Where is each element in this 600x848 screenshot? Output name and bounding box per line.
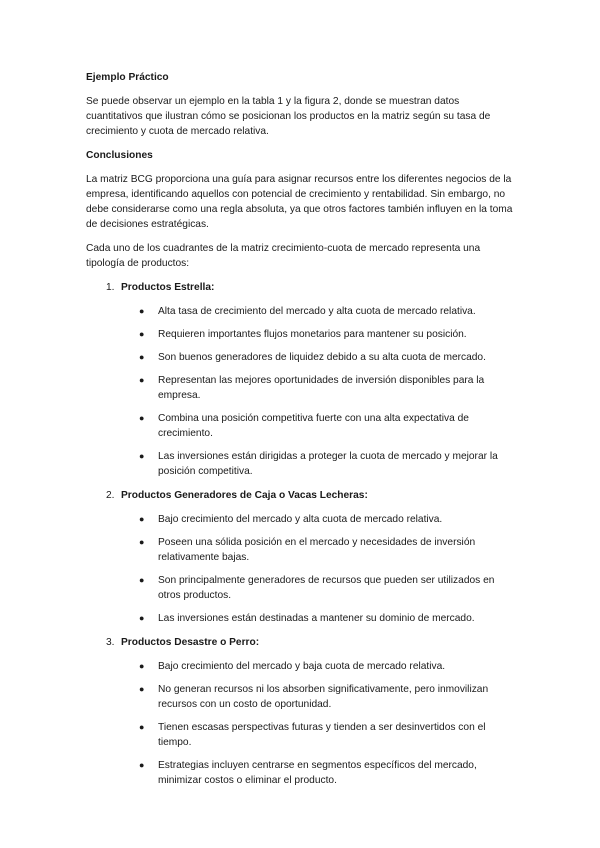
bullet-icon: ● bbox=[139, 514, 145, 524]
bullet-icon: ● bbox=[139, 722, 145, 732]
ejemplo-paragraph: Se puede observar un ejemplo en la tabla 1 y la figura 2, donde se muestran datos cuantitativos que ilustran cómo se posicionan los productos en la matriz según su tasa de crecimiento y cuota de mercado relativa. bbox=[86, 96, 491, 137]
category-title: Productos Desastre o Perro: bbox=[121, 637, 260, 648]
bullet-text: Son principalmente generadores de recursos que pueden ser utilizados en otros productos. bbox=[158, 575, 495, 601]
bullet-text: Las inversiones están destinadas a mantener su dominio de mercado. bbox=[158, 613, 475, 624]
bullet-text: Representan las mejores oportunidades de inversión disponibles para la empresa. bbox=[158, 375, 485, 401]
cuadrantes-intro-paragraph: Cada uno de los cuadrantes de la matriz crecimiento-cuota de mercado representa una tipología de productos: bbox=[86, 243, 481, 269]
bullet-icon: ● bbox=[139, 760, 145, 770]
bullet-icon: ● bbox=[139, 537, 145, 547]
bullet-icon: ● bbox=[139, 306, 145, 316]
product-category-list bbox=[86, 280, 518, 788]
bullet-text: Poseen una sólida posición en el mercado y necesidades de inversión relativamente bajas. bbox=[158, 537, 476, 563]
conclusiones-paragraph: La matriz BCG proporciona una guía para asignar recursos entre los diferentes negocios de la empresa, identificando aquellos con potencial de crecimiento y rentabilidad. Sin embargo, no debe considerarse como una regla absoluta, ya que otros factores también influyen en la toma de decisiones estratégicas. bbox=[86, 174, 513, 230]
bullet-text: Son buenos generadores de liquidez debido a su alta cuota de mercado. bbox=[158, 352, 486, 363]
bullet-icon: ● bbox=[139, 575, 145, 585]
category-number: 2. bbox=[106, 490, 115, 501]
bullet-item bbox=[121, 573, 518, 603]
category-title: Productos Generadores de Caja o Vacas Lecheras: bbox=[121, 490, 368, 501]
bullet-text: Tienen escasas perspectivas futuras y tienden a ser desinvertidos con el tiempo. bbox=[158, 722, 486, 748]
bullet-item bbox=[121, 659, 518, 674]
bullet-icon: ● bbox=[139, 684, 145, 694]
document-body bbox=[86, 70, 518, 797]
category-title: Productos Estrella: bbox=[121, 282, 215, 293]
category-item bbox=[86, 635, 518, 788]
bullet-text: Alta tasa de crecimiento del mercado y alta cuota de mercado relativa. bbox=[158, 306, 476, 317]
bullet-item bbox=[121, 373, 518, 403]
bullet-text: Las inversiones están dirigidas a proteger la cuota de mercado y mejorar la posición competitiva. bbox=[158, 451, 498, 477]
bullet-text: No generan recursos ni los absorben significativamente, pero inmovilizan recursos con un costo de oportunidad. bbox=[158, 684, 489, 710]
bullet-item bbox=[121, 535, 518, 565]
bullet-icon: ● bbox=[139, 413, 145, 423]
bullet-icon: ● bbox=[139, 451, 145, 461]
bullet-text: Estrategias incluyen centrarse en segmentos específicos del mercado, minimizar costos o eliminar el producto. bbox=[158, 760, 477, 786]
bullet-icon: ● bbox=[139, 613, 145, 623]
category-number: 3. bbox=[106, 637, 115, 648]
bullet-item bbox=[121, 449, 518, 479]
bullet-text: Bajo crecimiento del mercado y baja cuota de mercado relativa. bbox=[158, 661, 446, 672]
category-item bbox=[86, 488, 518, 626]
bullet-text: Combina una posición competitiva fuerte con una alta expectativa de crecimiento. bbox=[158, 413, 469, 439]
section-heading-ejemplo: Ejemplo Práctico bbox=[86, 72, 169, 83]
bullet-text: Bajo crecimiento del mercado y alta cuota de mercado relativa. bbox=[158, 514, 443, 525]
category-bullet-list bbox=[121, 304, 518, 479]
bullet-icon: ● bbox=[139, 329, 145, 339]
bullet-item bbox=[121, 758, 518, 788]
bullet-item bbox=[121, 720, 518, 750]
category-bullet-list bbox=[121, 512, 518, 626]
bullet-text: Requieren importantes flujos monetarios para mantener su posición. bbox=[158, 329, 467, 340]
bullet-item bbox=[121, 350, 518, 365]
bullet-item bbox=[121, 304, 518, 319]
category-item bbox=[86, 280, 518, 479]
bullet-item bbox=[121, 512, 518, 527]
category-bullet-list bbox=[121, 659, 518, 788]
section-heading-conclusiones: Conclusiones bbox=[86, 150, 153, 161]
category-number: 1. bbox=[106, 282, 115, 293]
bullet-icon: ● bbox=[139, 352, 145, 362]
bullet-item bbox=[121, 411, 518, 441]
bullet-item bbox=[121, 682, 518, 712]
bullet-icon: ● bbox=[139, 661, 145, 671]
bullet-icon: ● bbox=[139, 375, 145, 385]
bullet-item bbox=[121, 611, 518, 626]
bullet-item bbox=[121, 327, 518, 342]
